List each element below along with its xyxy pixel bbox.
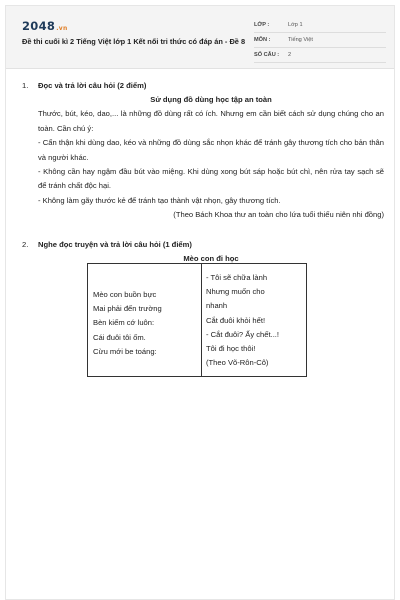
question-title: Nghe đọc truyện và trả lời câu hỏi (1 điểm) [38, 240, 192, 249]
document-page [5, 5, 395, 600]
passage-paragraph: - Không cần hay ngậm đầu bút vào miệng. Khi dùng xong bút sáp hoặc bút chì, nên rửa tay sạch sẽ để tránh chất độc hại. [38, 167, 384, 191]
poem-line: Mai phải đến trường [93, 304, 162, 314]
poem-line: Cái đuôi tôi ốm. [93, 332, 146, 342]
poem-line: nhanh [206, 301, 228, 311]
poem-line: - Cắt đuôi? Ấy chết...! [206, 329, 280, 339]
question-title: Đọc và trả lời câu hỏi (2 điểm) [38, 81, 147, 90]
poem-line: Mèo con buồn bực [93, 290, 157, 299]
poem-line: Cắt đuôi khỏi hết! [206, 315, 266, 325]
poem-source: (Theo Võ-Rôn-Cô) [206, 358, 269, 368]
poem-line: Nhưng muốn cho [206, 287, 265, 297]
passage-paragraph: - Cẩn thận khi dùng dao, kéo và những đồ dùng sắc nhọn khác để tránh gây thương tích cho bản thân và người khác. [38, 138, 384, 162]
question-body [38, 93, 384, 223]
story-title: Mèo con đi học [183, 254, 239, 263]
poem-table [87, 263, 307, 377]
passage-paragraph: - Không làm gãy thước kẻ để tránh tạo thành vật nhọn, gây thương tích. [38, 195, 281, 205]
poem-column-left [93, 288, 198, 359]
poem-line: Bèn kiếm cớ luôn: [93, 318, 155, 328]
question-number: 2. [22, 240, 29, 249]
meta-row-grade: LỚP : Lớp 1 [254, 18, 386, 33]
passage-source: (Theo Bách Khoa thư an toàn cho lứa tuổi thiếu niên nhi đồng) [173, 210, 384, 220]
poem-line: - Tôi sẽ chữa lành [206, 273, 268, 282]
question-number: 1. [22, 81, 29, 90]
page-header [6, 6, 394, 69]
poem-line: Cừu mới be toáng: [93, 346, 157, 356]
poem-column-right [206, 271, 304, 370]
meta-row-subject: MÔN : Tiếng Việt [254, 33, 386, 48]
passage-paragraph: Thước, bút, kéo, dao,... là những đồ dùng rất có ích. Nhưng em cần biết cách sử dụng chúng cho an toàn. Cần chú ý: [38, 109, 384, 133]
column-divider [201, 264, 202, 376]
meta-row-count: SỐ CÂU : 2 [254, 48, 386, 63]
passage-title: Sử dụng đồ dùng học tập an toàn [150, 95, 272, 104]
exam-meta [254, 18, 386, 63]
site-logo[interactable]: 2048.vn [22, 19, 68, 33]
exam-title: Đề thi cuối kì 2 Tiếng Việt lớp 1 Kết nối tri thức có đáp án - Đề 8 [22, 37, 246, 46]
poem-line: Tôi đi học thôi! [206, 344, 256, 354]
